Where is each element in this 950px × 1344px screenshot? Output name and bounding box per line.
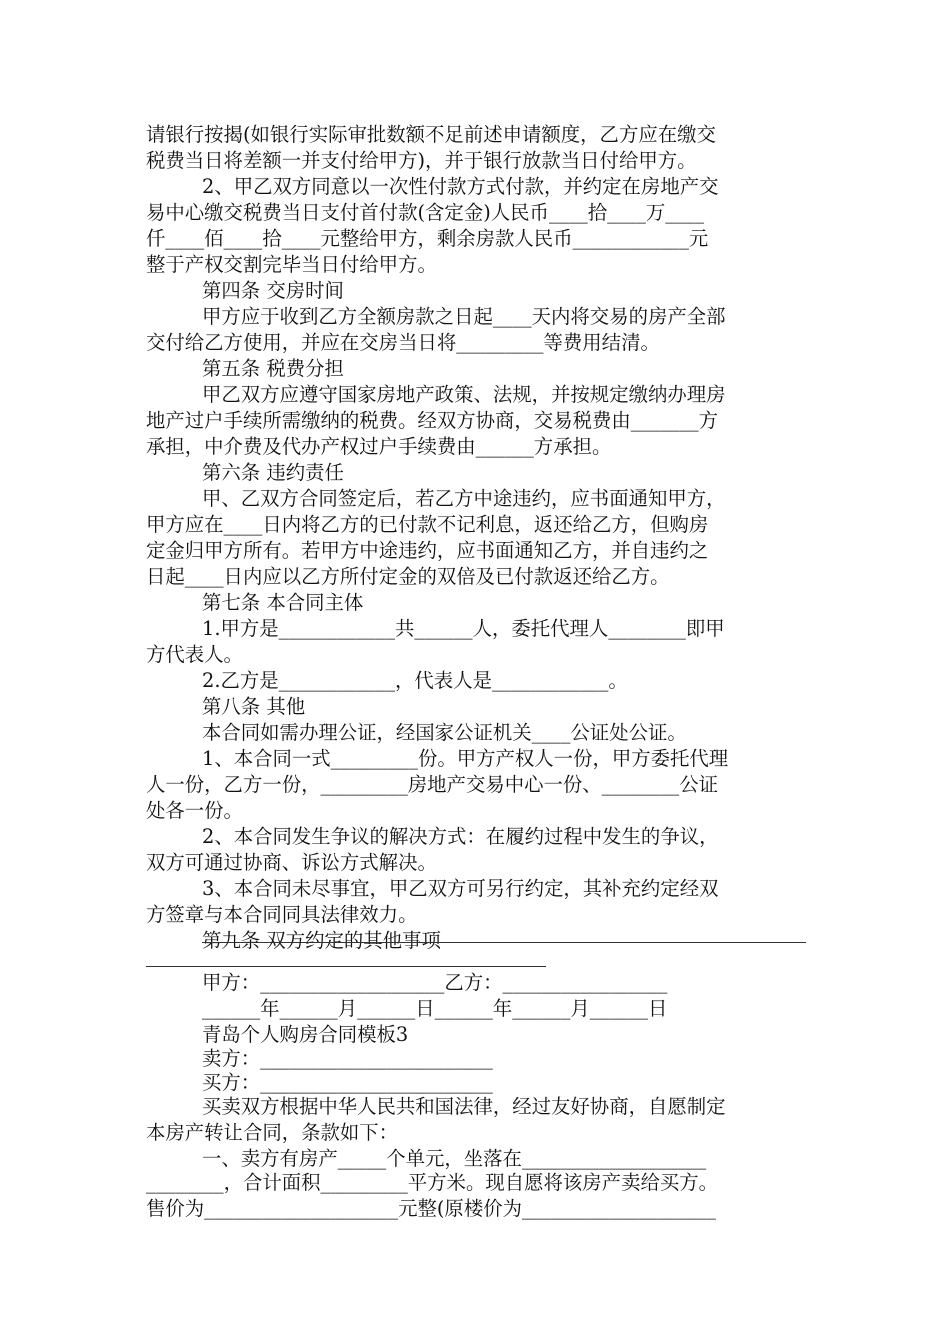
text-line: 易中心缴交税费当日支付首付款(含定金)人民币____拾____万____ — [146, 201, 705, 224]
text-line: 承担，中介费及代办产权过户手续费由______方承担。 — [146, 435, 612, 458]
text-line: 甲、乙双方合同签定后，若乙方中途违约，应书面通知甲方， — [202, 487, 726, 510]
text-line: 方代表人。 — [146, 643, 243, 666]
text-line: 售价为____________________元整(原楼价为____________________ — [146, 1197, 716, 1220]
text-line: 本合同如需办理公证，经国家公证机关____公证处公证。 — [202, 721, 687, 744]
text-line: 本房产转让合同，条款如下： — [146, 1121, 399, 1144]
text-line: 2.乙方是____________，代表人是____________。 — [202, 669, 628, 692]
text-line: 整于产权交割完毕当日付给甲方。 — [146, 253, 437, 276]
seller-line: 卖方：________________________ — [202, 1047, 493, 1070]
text-line: 请银行按揭(如银行实际审批数额不足前述申请额度，乙方应在缴交 — [146, 123, 716, 146]
text-line: 定金归甲方所有。若甲方中途违约，应书面通知乙方，并自违约之 — [146, 539, 709, 562]
text-line: 日起____日内应以乙方所付定金的双倍及已付款返还给乙方。 — [146, 565, 670, 588]
text-line: 双方可通过协商、诉讼方式解决。 — [146, 851, 437, 874]
text-line: 人一份，乙方一份，_________房地产交易中心一份、________公证 — [146, 773, 719, 796]
text-line: 地产过户手续所需缴纳的税费。经双方协商，交易税费由_______方 — [146, 409, 719, 432]
text-line: 2、本合同发生争议的解决方式：在履约过程中发生的争议， — [202, 825, 719, 848]
text-line: 仟____佰____拾____元整给甲方，剩余房款人民币____________元 — [146, 227, 709, 250]
signature-line: 甲方：___________________乙方：_________________ — [202, 971, 668, 994]
section-heading: 第九条 双方约定的其他事项 — [202, 929, 441, 952]
text-line: 一、卖方有房产_____个单元，坐落在___________________ — [202, 1147, 707, 1170]
section-heading: 第八条 其他 — [202, 695, 306, 718]
text-line: ________，合计面积_________平方米。现自愿将该房产卖给买方。 — [146, 1171, 719, 1194]
section-heading: 第六条 违约责任 — [202, 461, 344, 484]
text-line: 税费当日将差额一并支付给甲方)，并于银行放款当日付给甲方。 — [146, 149, 697, 172]
text-line: 方签章与本合同同具法律效力。 — [146, 903, 418, 926]
blank-fill-line — [202, 942, 806, 943]
text-line: 2、甲乙双方同意以一次性付款方式付款，并约定在房地产交 — [202, 175, 719, 198]
text-line: 交付给乙方使用，并应在交房当日将_________等费用结清。 — [146, 331, 660, 354]
contract-title: 青岛个人购房合同模板3 — [202, 1023, 409, 1046]
section-heading: 第七条 本合同主体 — [202, 591, 364, 614]
blank-fill-line — [146, 966, 546, 967]
date-line: ______年______月______日______年______月______日 — [202, 997, 668, 1020]
text-line: 处各一份。 — [146, 799, 243, 822]
section-heading: 第五条 税费分担 — [202, 357, 344, 380]
text-line: 甲方应在____日内将乙方的已付款不记利息，返还给乙方，但购房 — [146, 513, 709, 536]
text-line: 1、本合同一式_________份。甲方产权人一份，甲方委托代理 — [202, 747, 729, 770]
section-heading: 第四条 交房时间 — [202, 279, 344, 302]
text-line: 甲方应于收到乙方全额房款之日起____天内将交易的房产全部 — [202, 305, 726, 328]
text-line: 甲乙双方应遵守国家房地产政策、法规，并按规定缴纳办理房 — [202, 383, 726, 406]
text-line: 1.甲方是____________共______人，委托代理人________即甲 — [202, 617, 725, 640]
buyer-line: 买方：________________________ — [202, 1071, 493, 1094]
text-line: 买卖双方根据中华人民共和国法律，经过友好协商，自愿制定 — [202, 1095, 726, 1118]
text-line: 3、本合同未尽事宜，甲乙双方可另行约定，其补充约定经双 — [202, 877, 719, 900]
